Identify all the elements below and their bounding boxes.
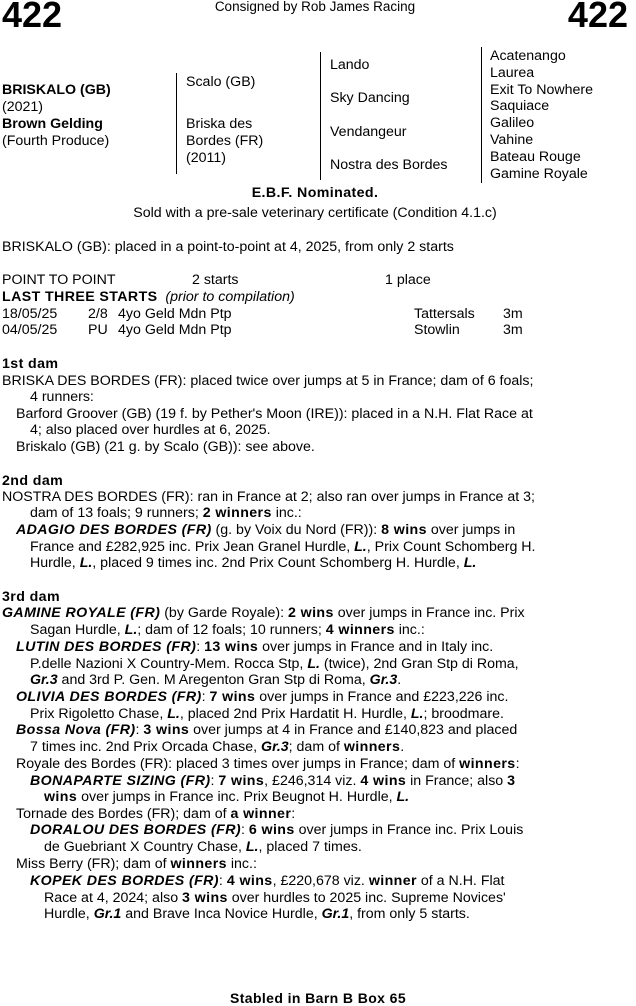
horse-year: (2021) [2,99,44,115]
lutin-line-2 [30,656,519,673]
text-run: L. [79,555,93,571]
text-run: Prix Rigoletto Chase, [30,706,168,722]
text-run: . [397,672,402,688]
race-row-1-venue: Stowlin [414,322,460,338]
text-run: 4 winners [325,622,395,638]
text-run: Race at 4, 2024; also [44,890,183,906]
race-row-1-date: 04/05/25 [2,322,58,338]
lot-number-left: 422 [2,0,63,35]
bossa-line-1 [16,722,517,739]
text-run: L. [410,706,424,722]
gamine-line-2 [30,622,425,639]
text-run: Gr.3 [261,739,289,755]
bossa-name: Bossa Nova (FR) [16,722,136,738]
text-run: and Brave Inca Novice Hurdle, [121,906,322,922]
race-row-0-venue: Tattersals [414,306,475,322]
berry-line-1 [16,856,257,873]
text-run: Gr.1 [93,906,122,922]
text-run: : [218,873,227,889]
text-run: 2 winners [202,505,272,521]
text-run: , £246,314 viz. [264,773,361,789]
consignor: Consigned by Rob James Racing [214,0,416,14]
adagio-line-3 [30,555,476,572]
pedigree-divider-1 [176,73,177,174]
dam-line-1: Briska des [186,116,253,132]
text-run: 8 wins [381,522,427,538]
text-run: Royale des Bordes (FR): placed 3 times over jumps in France; dam of [16,756,460,772]
text-run: 4 wins [226,873,273,889]
third-dam-heading: 3rd dam [2,589,60,605]
dam-line-2: Bordes (FR) [186,133,264,149]
text-run: of a N.H. Flat [416,873,505,889]
bonaparte-line-1 [30,773,515,790]
text-run: 3 wins [182,890,228,906]
text-run: . [400,739,405,755]
adagio-line-1 [16,522,515,539]
text-run: 6 wins [248,822,295,838]
text-run: 4 wins [360,773,407,789]
text-run: : [196,639,205,655]
text-run: Gr.3 [30,672,58,688]
text-run: dam of 13 foals; 9 runners; [30,505,203,521]
olivia-line-1 [16,689,508,706]
adagio-line-2 [30,539,536,556]
pedigree-divider-3 [481,47,482,183]
text-run: over jumps in France inc. Prix Beugnot H. Hurdle, [77,789,397,805]
dam-line-3: (2011) [186,150,226,166]
text-run: over jumps in France inc. Prix [333,605,525,621]
text-run: L. [396,789,410,805]
kopek-name: KOPEK DES BORDES (FR) [30,873,219,889]
lutin-name: LUTIN DES BORDES (FR) [16,639,197,655]
text-run: 13 wins [204,639,259,655]
gen4-4: Galileo [490,115,535,132]
gen3-3: Nostra des Bordes [330,157,448,173]
ptp-label: POINT TO POINT [2,272,116,288]
text-run: and 3rd P. Gen. M Aregenton Gran Stp di Roma, [57,672,370,688]
dam [186,116,263,167]
text-run: France and £282,925 inc. Prix Jean Granel Hurdle, [30,539,355,555]
text-run: , Prix Count Schomberg H. [366,539,536,555]
last-three-label: LAST THREE STARTS [2,289,158,305]
gen4-5: Vahine [490,131,534,148]
lutin-line-1 [16,639,493,656]
kopek-line-3 [44,906,470,923]
ptp-places: 1 place [385,272,431,288]
first-dam-line-2: 4 runners: [30,389,94,405]
text-run: : [240,822,249,838]
last-three-note: (prior to compilation) [165,289,295,305]
vet-certificate: Sold with a pre-sale veterinary certificate (Condition 4.1.c) [133,205,497,221]
tornade-line-1 [16,806,295,823]
text-run: , placed 9 times inc. 2nd Prix Count Schomberg H. Hurdle, [92,555,464,571]
first-dam-line-4: 4; also placed over hurdles at 6, 2025. [30,422,271,438]
text-run: ; dam of [288,739,344,755]
race-row-1-pos: PU [88,322,108,338]
text-run: L. [167,706,180,722]
text-run: 7 wins [218,773,265,789]
bossa-line-2 [30,739,404,756]
text-run: inc.: [226,856,257,872]
text-run: ; dam of 12 foals; 10 runners; [137,622,326,638]
stabling-footer: Stabled in Barn B Box 65 [229,990,407,1006]
race-row-1-dist: 3m [503,322,523,338]
text-run: , placed 7 times. [258,839,362,855]
gen3-2: Vendangeur [330,124,407,140]
text-run: inc.: [271,505,302,521]
first-dam-line-1: BRISKA DES BORDES (FR): placed twice over jumps at 5 in France; dam of 6 foals; [2,373,534,389]
horse-name: BRISKALO (GB) [2,82,111,98]
second-dam-line-2 [30,505,302,522]
text-run: L. [354,539,367,555]
ptp-starts: 2 starts [192,272,239,288]
text-run: Miss Berry (FR); dam of [16,856,171,872]
kopek-line-2 [44,890,506,907]
gen4 [490,48,593,182]
gen3-0: Lando [330,57,370,73]
text-run: 3 wins [143,722,190,738]
text-run: over jumps in France and £223,226 inc. [255,689,509,705]
race-row-0-race: 4yo Geld Mdn Ptp [118,306,232,322]
text-run: , £220,678 viz. [272,873,369,889]
race-row-0-date: 18/05/25 [2,306,58,322]
text-run: in France; also [406,773,508,789]
race-row-1-race: 4yo Geld Mdn Ptp [118,322,232,338]
olivia-line-2 [30,706,504,723]
text-run: 7 times inc. 2nd Prix Orcada Chase, [30,739,262,755]
text-run: over jumps in France and in Italy inc. [258,639,494,655]
text-run: L. [245,839,259,855]
gen4-6: Bateau Rouge [490,148,581,165]
gen3-1: Sky Dancing [330,90,410,106]
text-run: winners [170,856,227,872]
lot-number-right: 422 [567,0,628,35]
text-run: Gr.1 [321,906,350,922]
olivia-name: OLIVIA DES BORDES (FR) [16,689,202,705]
text-run: winner [368,873,417,889]
text-run: L. [463,555,477,571]
gen4-1: Laurea [490,64,535,81]
doralou-line-1 [30,822,523,839]
gen4-3: Saquiace [490,98,550,115]
text-run: (twice), 2nd Gran Stp di Roma, [319,656,519,672]
text-run: over jumps in [426,522,516,538]
text-run: 7 wins [209,689,256,705]
bonaparte-line-2 [44,789,409,806]
text-run: L. [307,656,320,672]
text-run: over hurdles to 2025 inc. Supreme Novices' [227,890,506,906]
text-run: ; broodmare. [423,706,504,722]
lutin-line-3 [30,672,401,689]
text-run: , placed 2nd Prix Hardatit H. Hurdle, [179,706,411,722]
race-row-0-dist: 3m [503,306,523,322]
text-run: P.delle Nazioni X Country-Mem. Rocca Stp, [30,656,308,672]
text-run: over jumps at 4 in France and £140,823 and placed [189,722,518,738]
text-run: : [135,722,144,738]
horse-produce: (Fourth Produce) [2,133,110,149]
doralou-name: DORALOU DES BORDES (FR) [30,822,241,838]
text-run: : [291,806,296,822]
bonaparte-name: BONAPARTE SIZING (FR) [30,773,211,789]
horse-info [2,82,111,150]
gen4-2: Exit To Nowhere [490,81,594,98]
text-run: 2 wins [288,605,334,621]
kopek-line-1 [30,873,504,890]
last-three-heading [2,289,295,306]
text-run: winners [459,756,516,772]
text-run: Hurdle, [30,555,80,571]
text-run: , from only 5 starts. [349,906,470,922]
ebf-nominated: E.B.F. Nominated. [251,185,379,201]
text-run: de Guebriant X Country Chase, [44,839,246,855]
text-run: : [201,689,210,705]
first-dam-line-3: Barford Groover (GB) (19 f. by Pether's Moon (IRE)): placed in a N.H. Flat Race at [16,406,533,422]
text-run: a winner [230,806,292,822]
royale-line-1 [16,756,520,773]
gamine-line-1 [2,605,525,622]
text-run: wins [44,789,78,805]
text-run: inc.: [394,622,425,638]
text-run: : [515,756,520,772]
race-row-0-pos: 2/8 [88,306,108,322]
text-run: L. [124,622,138,638]
text-run: Sagan Hurdle, [30,622,125,638]
text-run: (by Garde Royale): [160,605,289,621]
gen4-0: Acatenango [490,48,566,64]
text-run: Tornade des Bordes (FR); dam of [16,806,231,822]
adagio-name: ADAGIO DES BORDES (FR) [16,522,212,538]
doralou-line-2 [44,839,362,856]
gen4-7: Gamine Royale [490,165,588,182]
summary: BRISKALO (GB): placed in a point-to-point at 4, 2025, from only 2 starts [2,239,454,255]
text-run: Hurdle, [44,906,94,922]
first-dam-line-5: Briskalo (GB) (21 g. by Scalo (GB)): see above. [16,439,315,455]
text-run: over jumps in France inc. Prix Louis [294,822,524,838]
text-run: : [210,773,219,789]
text-run: Gr.3 [369,672,398,688]
second-dam-heading: 2nd dam [2,473,64,489]
sire: Scalo (GB) [186,74,256,90]
horse-desc: Brown Gelding [2,116,103,132]
text-run: 3 [507,773,516,789]
gamine-name: GAMINE ROYALE (FR) [2,605,161,621]
pedigree-divider-2 [320,52,321,180]
second-dam-line-1: NOSTRA DES BORDES (FR): ran in France at 2; also ran over jumps in France at 3; [2,489,536,505]
text-run: (g. by Voix du Nord (FR)): [211,522,382,538]
first-dam-heading: 1st dam [2,356,59,372]
text-run: winners [343,739,401,755]
